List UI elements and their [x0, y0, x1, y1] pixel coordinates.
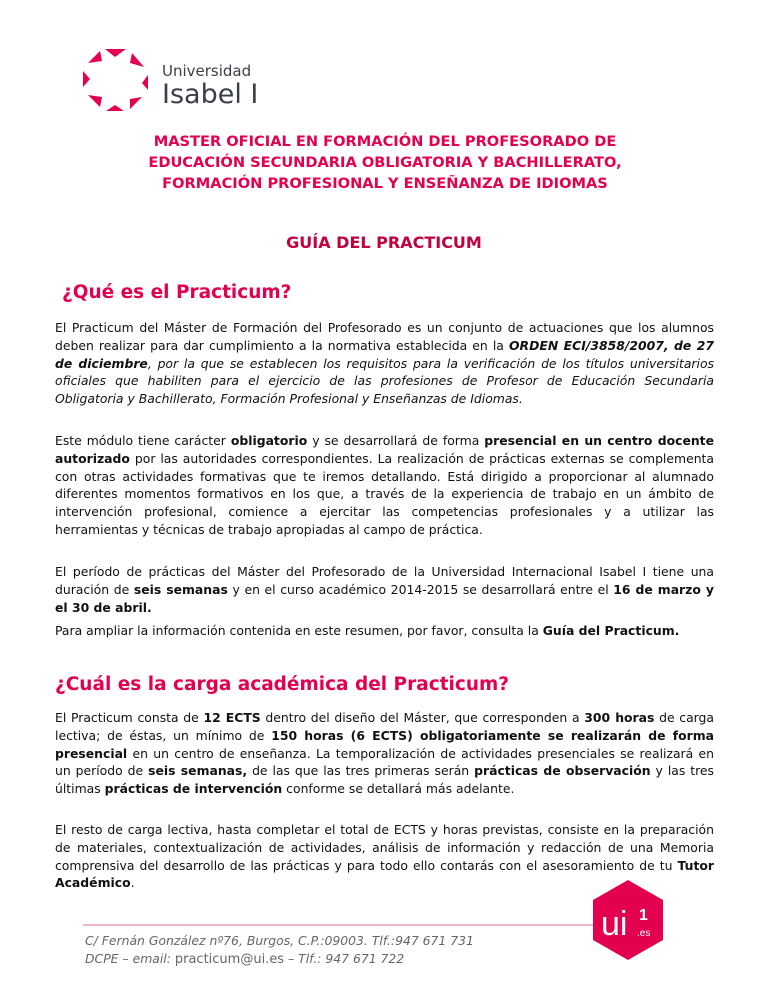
title-line: MASTER OFICIAL EN FORMACIÓN DEL PROFESORADO DE: [153, 133, 617, 150]
title-line: FORMACIÓN PROFESIONAL Y ENSEÑANZA DE IDIOMAS: [162, 175, 608, 192]
emphasis-text: Guía del Practicum.: [542, 623, 680, 638]
text-run: conforme se detallará más adelante.: [282, 781, 515, 797]
ui1-badge-logo: [593, 880, 663, 960]
paragraph: [55, 563, 714, 616]
email-link[interactable]: practicum@ui.es: [174, 952, 285, 967]
paragraph: [55, 319, 714, 408]
university-logo: [80, 45, 260, 115]
text-run: por las autoridades correspondientes. La realización de prácticas externas se complementa con otras actividades formativas que te iremos detallando. Está dirigido a proporcionar al alumnado diferentes momentos formativos en los que, a través de la experiencia de trabajo en un ámbito de intervención profesional, comience a ejercitar las competencias profesionales y a utilizar las herramientas y técnicas de trabajo apropiadas al campo de práctica.: [55, 450, 714, 537]
text-run: en un centro de enseñanza. La temporalización de actividades presenciales se realizará en un período de: [55, 745, 714, 779]
email-label: DCPE – email:: [85, 951, 175, 966]
section1-heading: ¿Qué es el Practicum?: [62, 282, 292, 303]
star-logo-icon: [80, 45, 155, 115]
section2-heading: ¿Cuál es la carga académica del Practicum?: [55, 674, 510, 695]
phone-text: – Tlf.: 947 671 722: [284, 951, 405, 966]
emphasis-text: 16 de marzo y el 30 de abril.: [55, 581, 714, 615]
text-run: de carga lectiva; de éstas, un mínimo de: [55, 710, 715, 743]
emphasis-text: 150 horas (6 ECTS) obligatoriamente se realizarán de forma presencial: [55, 727, 715, 761]
badge-ui: ui: [601, 905, 628, 943]
emphasis-text: prácticas de intervención: [104, 781, 283, 797]
logo-line2: Isabel I: [162, 79, 259, 110]
document-title: [60, 131, 710, 194]
text-run: El Practicum del Máster de Formación del Profesorado es un conjunto de actuaciones que los alumnos deben realizar para dar cumplimiento a la normativa establecida en la: [55, 320, 714, 353]
emphasis-text: ORDEN ECI/3858/2007, de 27 de diciembre: [55, 337, 714, 371]
text-run: y en el curso académico 2014-2015 se desarrollará entre el: [227, 581, 614, 597]
guide-title: GUÍA DEL PRACTICUM: [286, 233, 482, 252]
paragraph: [55, 622, 714, 640]
emphasis-text: prácticas de observación: [474, 763, 651, 779]
text-run: .: [130, 875, 135, 891]
emphasis-text: obligatorio: [230, 433, 308, 448]
emphasis-text: seis semanas: [133, 581, 228, 597]
emphasis-text: 300 horas: [584, 710, 655, 725]
badge-tld: .es: [637, 928, 651, 939]
paragraph: [55, 709, 714, 798]
emphasis-text: Tutor Académico: [55, 857, 714, 891]
title-line: EDUCACIÓN SECUNDARIA OBLIGATORIA Y BACHILLERATO,: [148, 154, 622, 171]
emphasis-text: , por la que se establecen los requisitos para la verificación de los títulos universitarios oficiales que habiliten para el ejercicio de las profesiones de Profesor de Educación Secundaria Obligatoria y Bachillerato, Formación Profesional y Enseñanzas de Idiomas.: [55, 355, 714, 407]
text-run: dentro del diseño del Máster, que corresponden a: [260, 710, 585, 725]
text-run: Para ampliar la información contenida en este resumen, por favor, consulta la: [55, 623, 543, 638]
text-run: y se desarrollará de forma: [307, 433, 485, 448]
paragraph: [55, 432, 714, 539]
text-run: de las que las tres primeras serán: [247, 763, 475, 779]
text-run: y las tres últimas: [55, 763, 715, 797]
text-run: El resto de carga lectiva, hasta completar el total de ECTS y horas previstas, consiste en la preparación de materiales, contextualización de actividades, análisis de información y redacción de una Memoria comprensiva del desarrollo de las prácticas y para todo ello contarás con el asesoramiento de tu: [55, 822, 714, 873]
text-run: Este módulo tiene carácter: [55, 433, 231, 448]
emphasis-text: 12 ECTS: [203, 710, 261, 725]
emphasis-text: presencial en un centro docente autorizado: [55, 433, 715, 466]
footer-contact: [85, 951, 404, 967]
footer-divider: [83, 924, 613, 926]
text-run: El período de prácticas del Máster del Profesorado de la Universidad Internacional Isabel I tiene una duración de: [55, 564, 714, 597]
footer-address: C/ Fernán González nº76, Burgos, C.P.:09003. Tlf.:947 671 731: [85, 933, 474, 948]
badge-num: 1: [639, 907, 648, 924]
text-run: El Practicum consta de: [55, 710, 204, 725]
logo-line1: Universidad: [162, 62, 252, 80]
emphasis-text: seis semanas,: [148, 763, 248, 779]
